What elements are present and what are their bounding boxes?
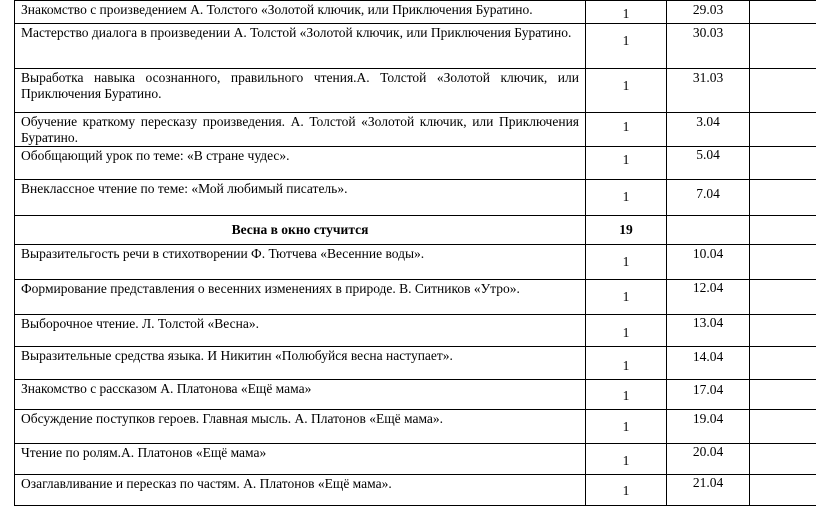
table-row [15, 24, 816, 69]
lesson-hours: 1 [622, 152, 630, 167]
lesson-topic: Чтение по ролям.А. Платонов «Ещё мама» [15, 444, 586, 475]
lesson-hours-cell [586, 245, 667, 280]
lesson-date-cell [667, 216, 750, 245]
lesson-date: 19.04 [692, 411, 724, 426]
lesson-hours: 1 [622, 119, 630, 134]
lesson-topic: Обобщающий урок по теме: «В стране чудес». [15, 147, 586, 180]
lesson-date-cell [667, 475, 750, 506]
lesson-hours-cell [586, 280, 667, 315]
lesson-date-cell [667, 444, 750, 475]
notes-cell [750, 380, 816, 410]
lesson-date-cell [667, 1, 750, 24]
notes-cell [750, 1, 816, 24]
lesson-hours-cell [586, 1, 667, 24]
notes-cell [750, 147, 816, 180]
lesson-date-cell [667, 245, 750, 280]
lesson-topic: Выразительгость речи в стихотворении Ф. Тютчева «Весенние воды». [15, 245, 586, 280]
lesson-topic: Формирование представления о весенних изменениях в природе. В. Ситников «Утро». [15, 280, 586, 315]
lesson-date-cell [667, 315, 750, 347]
table-row [15, 380, 816, 410]
lesson-date: 3.04 [696, 114, 720, 129]
notes-cell [750, 444, 816, 475]
lesson-hours: 1 [622, 419, 630, 434]
notes-cell [750, 24, 816, 69]
lesson-topic: Обсуждение поступков героев. Главная мысль. А. Платонов «Ещё мама». [15, 410, 586, 444]
notes-cell [750, 113, 816, 147]
lesson-hours: 1 [622, 453, 630, 468]
lesson-topic: Выразительные средства языка. И Никитин «Полюбуйся весна наступает». [15, 347, 586, 380]
lesson-hours: 1 [622, 388, 630, 403]
lesson-hours-cell [586, 147, 667, 180]
lesson-hours-cell [586, 444, 667, 475]
table-row [15, 245, 816, 280]
lesson-hours: 1 [622, 254, 630, 269]
lesson-date-cell [667, 24, 750, 69]
table-row [15, 315, 816, 347]
table-row [15, 147, 816, 180]
lesson-date-cell [667, 113, 750, 147]
notes-cell [750, 245, 816, 280]
schedule-body [15, 1, 816, 506]
lesson-topic: Обучение краткому пересказу произведения. А. Толстой «Золотой ключик, или Приключения Буратино. [15, 113, 586, 147]
section-title: Весна в окно стучится [15, 216, 586, 245]
section-header-row [15, 216, 816, 245]
lesson-hours-cell [586, 410, 667, 444]
lesson-date-cell [667, 69, 750, 113]
table-row [15, 1, 816, 24]
table-row [15, 444, 816, 475]
table-row [15, 410, 816, 444]
lesson-topic: Знакомство с произведением А. Толстого «Золотой ключик, или Приключения Буратино. [15, 1, 586, 24]
lesson-hours-cell [586, 69, 667, 113]
lesson-date: 17.04 [692, 382, 724, 397]
lesson-hours: 1 [622, 189, 630, 204]
lesson-date: 10.04 [692, 246, 724, 261]
lesson-topic: Знакомство с рассказом А. Платонова «Ещё мама» [15, 380, 586, 410]
table-row [15, 475, 816, 506]
notes-cell [750, 475, 816, 506]
lesson-topic: Выработка навыка осознанного, правильного чтения.А. Толстой «Золотой ключик, или Приключения Буратино. [15, 69, 586, 113]
lesson-topic: Мастерство диалога в произведении А. Толстой «Золотой ключик, или Приключения Буратино. [15, 24, 586, 69]
lesson-date: 5.04 [696, 147, 720, 162]
lesson-hours-cell [586, 216, 667, 245]
lesson-hours: 1 [622, 78, 630, 93]
lesson-hours: 19 [619, 222, 633, 237]
lesson-date: 7.04 [696, 186, 720, 201]
lesson-hours: 1 [622, 358, 630, 373]
notes-cell [750, 410, 816, 444]
lesson-topic: Озаглавливание и пересказ по частям. А. Платонов «Ещё мама». [15, 475, 586, 506]
notes-cell [750, 216, 816, 245]
table-row [15, 347, 816, 380]
lesson-hours: 1 [622, 325, 630, 340]
table-row [15, 180, 816, 216]
lesson-hours-cell [586, 113, 667, 147]
lesson-schedule-table [14, 0, 816, 506]
lesson-date-cell [667, 280, 750, 315]
notes-cell [750, 180, 816, 216]
lesson-hours-cell [586, 380, 667, 410]
lesson-date-cell [667, 147, 750, 180]
lesson-hours-cell [586, 475, 667, 506]
table-row [15, 113, 816, 147]
notes-cell [750, 280, 816, 315]
lesson-date: 30.03 [692, 25, 724, 40]
table-row [15, 280, 816, 315]
lesson-topic: Выборочное чтение. Л. Толстой «Весна». [15, 315, 586, 347]
lesson-date: 21.04 [692, 475, 724, 490]
lesson-date: 14.04 [692, 349, 724, 364]
lesson-date-cell [667, 380, 750, 410]
lesson-date-cell [667, 410, 750, 444]
notes-cell [750, 315, 816, 347]
lesson-hours: 1 [622, 289, 630, 304]
lesson-date: 20.04 [692, 444, 724, 459]
lesson-hours-cell [586, 347, 667, 380]
lesson-hours-cell [586, 24, 667, 69]
lesson-date: 13.04 [692, 315, 724, 330]
notes-cell [750, 347, 816, 380]
lesson-hours-cell [586, 315, 667, 347]
lesson-hours-cell [586, 180, 667, 216]
table-row [15, 69, 816, 113]
lesson-topic: Внеклассное чтение по теме: «Мой любимый писатель». [15, 180, 586, 216]
lesson-date: 12.04 [692, 280, 724, 295]
lesson-date-cell [667, 180, 750, 216]
lesson-date: 29.03 [692, 2, 724, 17]
lesson-date: 31.03 [692, 70, 724, 85]
lesson-hours: 1 [622, 33, 630, 48]
lesson-hours: 1 [622, 483, 630, 498]
lesson-date-cell [667, 347, 750, 380]
notes-cell [750, 69, 816, 113]
lesson-hours: 1 [622, 6, 630, 21]
